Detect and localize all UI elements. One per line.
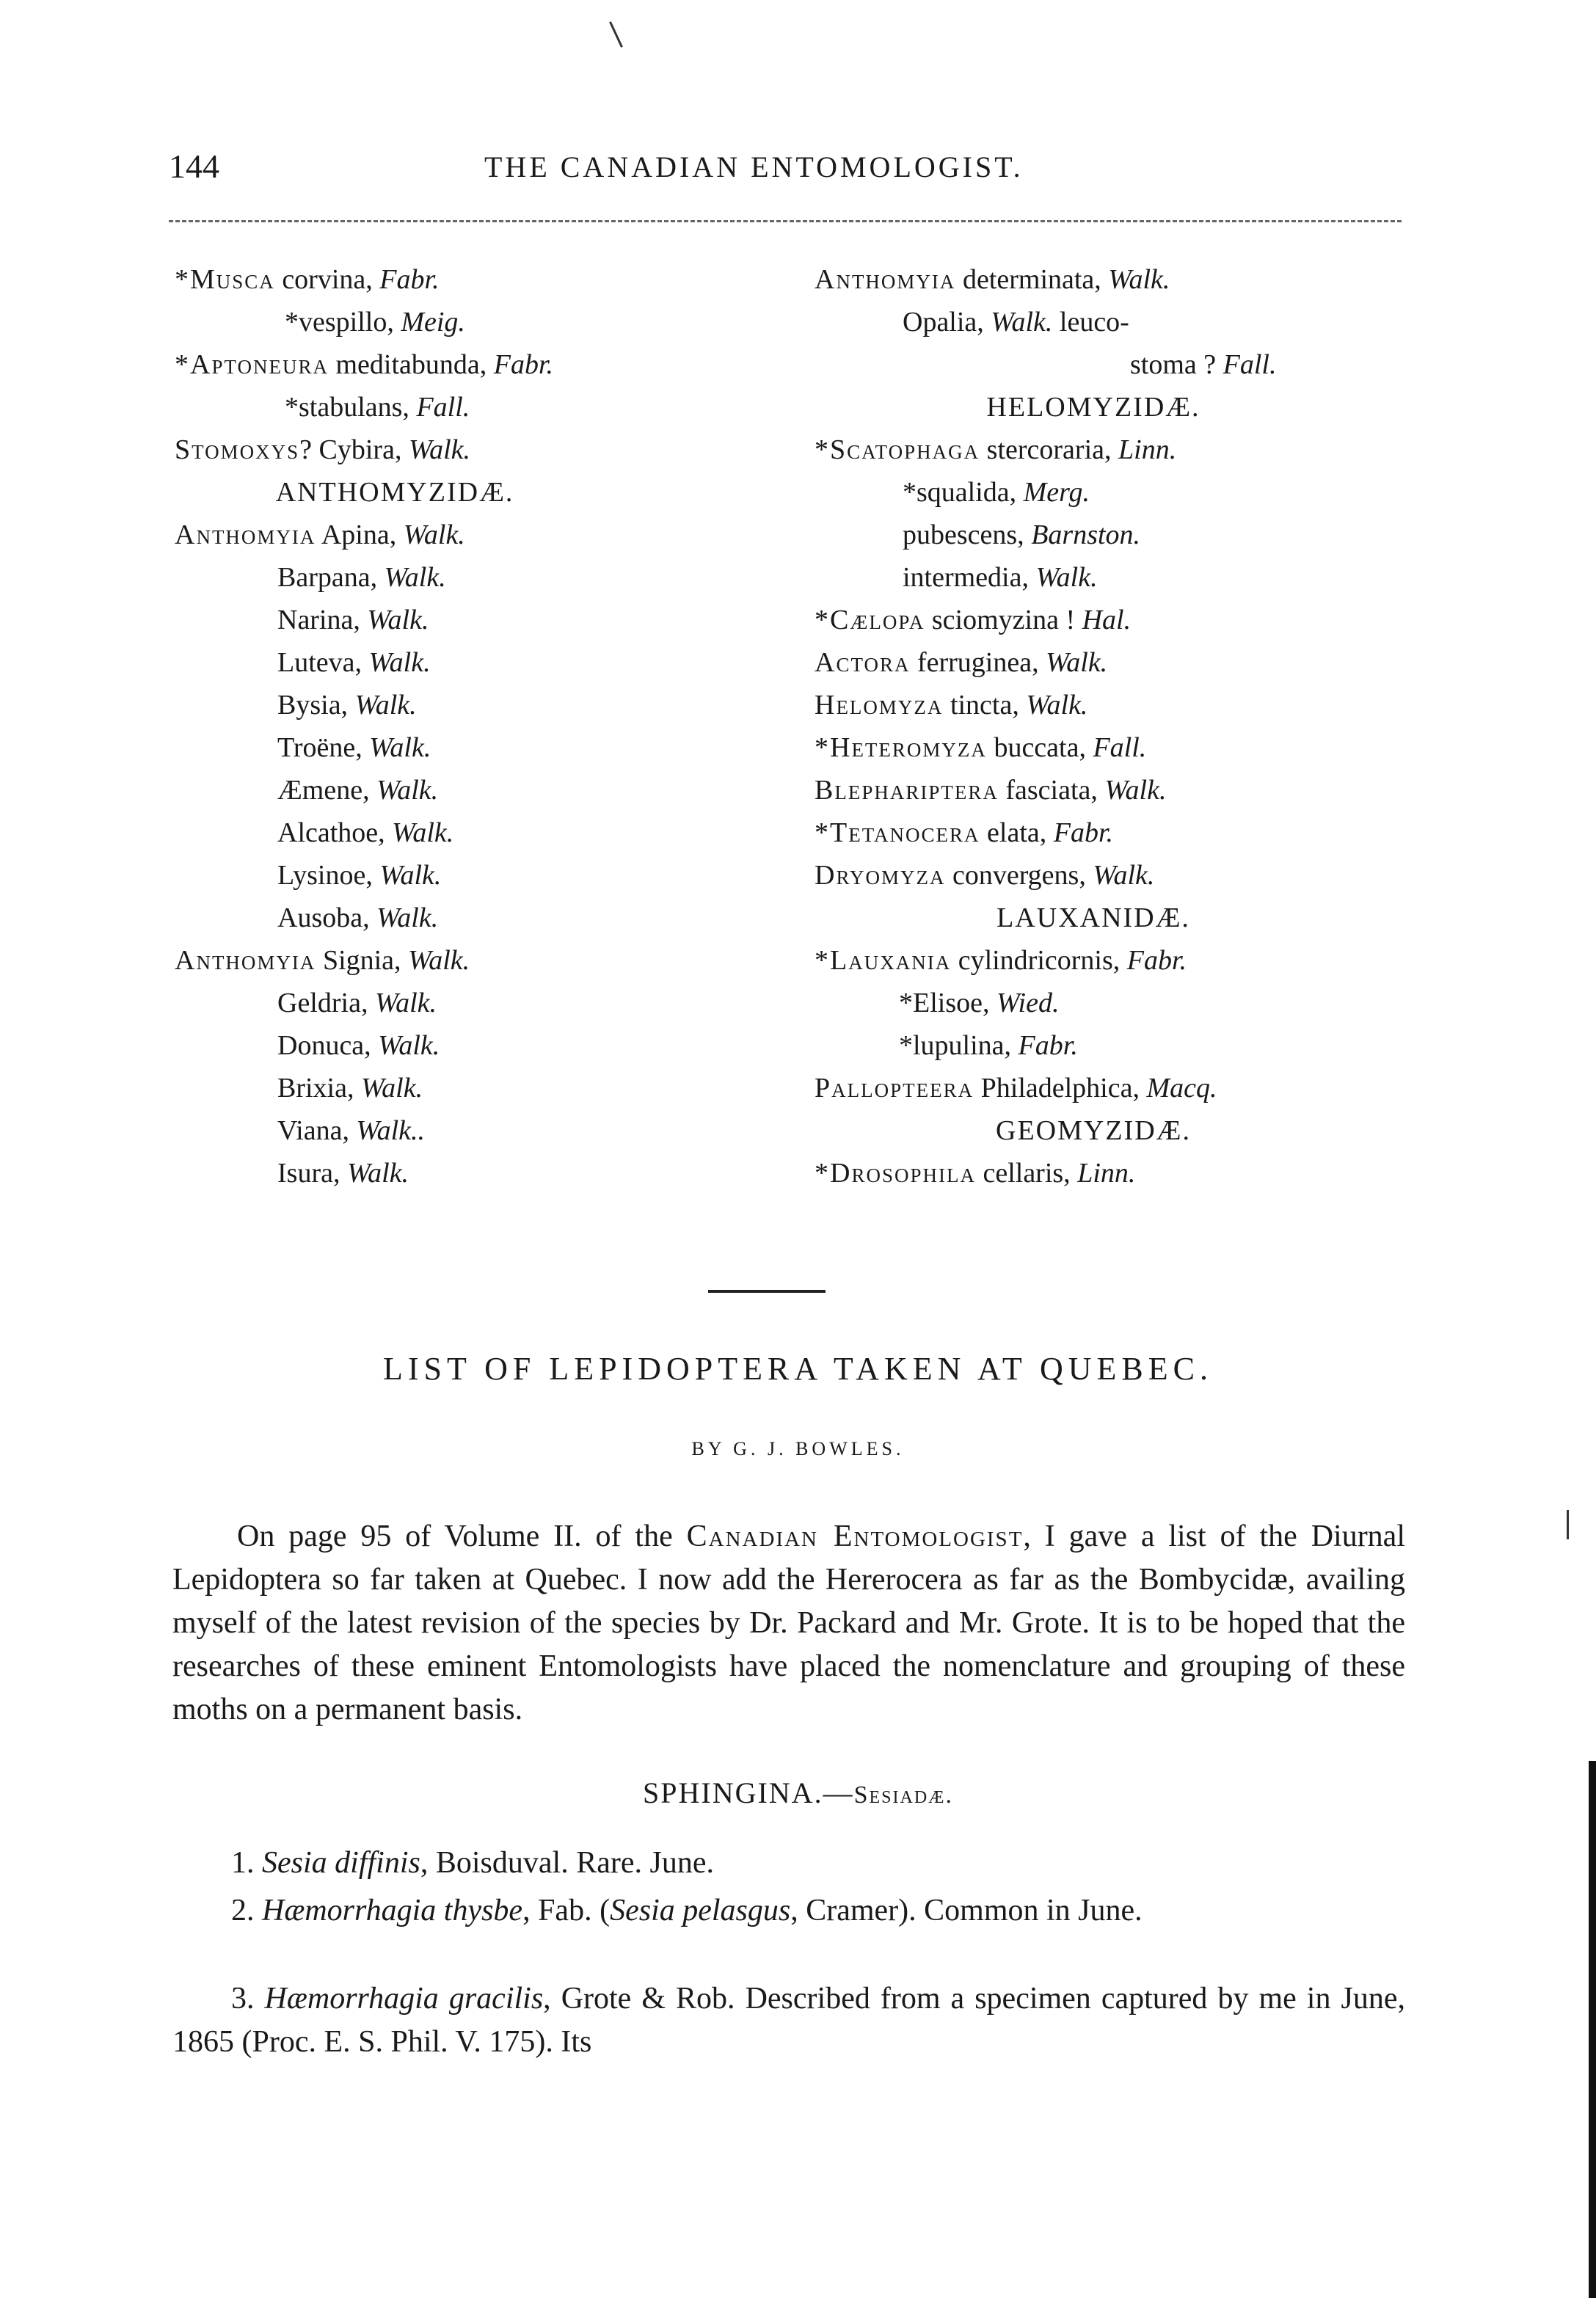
species-entry: *Lauxania cylindricornis, Fabr. [815, 945, 1187, 976]
species-entry: Anthomyia determinata, Walk. [815, 264, 1170, 295]
species-entry: Bysia, Walk. [277, 690, 417, 721]
section-divider [708, 1290, 826, 1293]
species-entry: *lupulina, Fabr. [899, 1030, 1078, 1061]
species-entry: *Cælopa sciomyzina ! Hal. [815, 605, 1132, 635]
species-entry: Æmene, Walk. [277, 775, 439, 806]
family-heading: HELOMYZIDÆ. [986, 392, 1200, 423]
intro-paragraph: On page 95 of Volume II. of the Canadian Entomologist, I gave a list of the Diurnal Lepidoptera so far taken at Quebec. I now add the Hererocera as far as the Bombycidæ, availing myself of the latest revision of the species by Dr. Packard and Mr. Grote. It is to be hoped that the researches of these eminent Entomologists have placed the nomenclature and grouping of these moths on a permanent basis. [172, 1520, 1405, 1726]
species-entry: intermedia, Walk. [903, 562, 1098, 593]
species-entry: *squalida, Merg. [903, 477, 1090, 508]
species-entry: *Scatophaga stercoraria, Linn. [815, 434, 1177, 465]
species-entry: Opalia, Walk. leuco- [903, 307, 1129, 338]
species-entry: Blephariptera fasciata, Walk. [815, 775, 1167, 806]
species-entry: Pallopteera Philadelphica, Macq. [815, 1073, 1217, 1104]
page-number: 144 [169, 147, 219, 185]
species-entry: *vespillo, Meig. [285, 307, 465, 338]
species-entry: pubescens, Barnston. [903, 519, 1141, 550]
species-entry: Dryomyza convergens, Walk. [815, 860, 1155, 891]
family-heading: ANTHOMYZIDÆ. [275, 477, 514, 508]
species-list-item: 3. Hæmorrhagia gracilis, Grote & Rob. Described from a specimen captured by me in June, 1865 (Proc. E. S. Phil. V. 175). Its [172, 1982, 1405, 2059]
family-heading: GEOMYZIDÆ. [996, 1115, 1191, 1146]
page-edge-shadow [1589, 1761, 1596, 2298]
species-entry: *Musca corvina, Fabr. [175, 264, 440, 295]
species-entry: *Drosophila cellaris, Linn. [815, 1158, 1136, 1189]
header-rule [169, 220, 1402, 222]
species-entry: Alcathoe, Walk. [277, 817, 454, 848]
species-entry: Helomyza tincta, Walk. [815, 690, 1088, 721]
running-header [169, 147, 1416, 191]
species-entry: Viana, Walk.. [277, 1115, 426, 1146]
species-entry: Narina, Walk. [277, 605, 429, 635]
species-entry: *Tetanocera elata, Fabr. [815, 817, 1114, 848]
species-entry: Luteva, Walk. [277, 647, 431, 678]
species-entry: Stomoxys? Cybira, Walk. [175, 434, 471, 465]
species-entry: Anthomyia Signia, Walk. [175, 945, 470, 976]
species-entry: Anthomyia Apina, Walk. [175, 519, 465, 550]
article-title: LIST OF LEPIDOPTERA TAKEN AT QUEBEC. [383, 1351, 1213, 1387]
species-list-item: 1. Sesia diffinis, Boisduval. Rare. June. [231, 1846, 714, 1880]
species-entry: Lysinoe, Walk. [277, 860, 442, 891]
right-species-column [815, 258, 1372, 1194]
species-entry: Brixia, Walk. [277, 1073, 423, 1104]
scan-mark [609, 21, 623, 48]
section-heading: SPHINGINA.—Sesiadæ. [643, 1776, 953, 1809]
species-entry: *Elisoe, Wied. [899, 988, 1060, 1018]
species-entry: Barpana, Walk. [277, 562, 446, 593]
species-entry: Ausoba, Walk. [277, 902, 439, 933]
species-entry: Isura, Walk. [277, 1158, 409, 1189]
species-entry: *stabulans, Fall. [285, 392, 470, 423]
scan-mark [1567, 1510, 1569, 1539]
species-entry: *Aptoneura meditabunda, Fabr. [175, 349, 554, 380]
species-entry: Donuca, Walk. [277, 1030, 440, 1061]
species-list-item: 2. Hæmorrhagia thysbe, Fab. (Sesia pelasgus, Cramer). Common in June. [231, 1894, 1143, 1927]
species-entry: Troëne, Walk. [277, 732, 431, 763]
left-species-column [175, 258, 615, 1194]
family-heading: LAUXANIDÆ. [996, 902, 1190, 933]
species-entry: *Heteromyza buccata, Fall. [815, 732, 1147, 763]
species-entry: Actora ferruginea, Walk. [815, 647, 1108, 678]
species-entry: Geldria, Walk. [277, 988, 437, 1018]
article-byline: BY G. J. BOWLES. [691, 1438, 905, 1459]
running-title: THE CANADIAN ENTOMOLOGIST. [484, 150, 1024, 183]
species-entry: stoma ? Fall. [1130, 349, 1277, 380]
